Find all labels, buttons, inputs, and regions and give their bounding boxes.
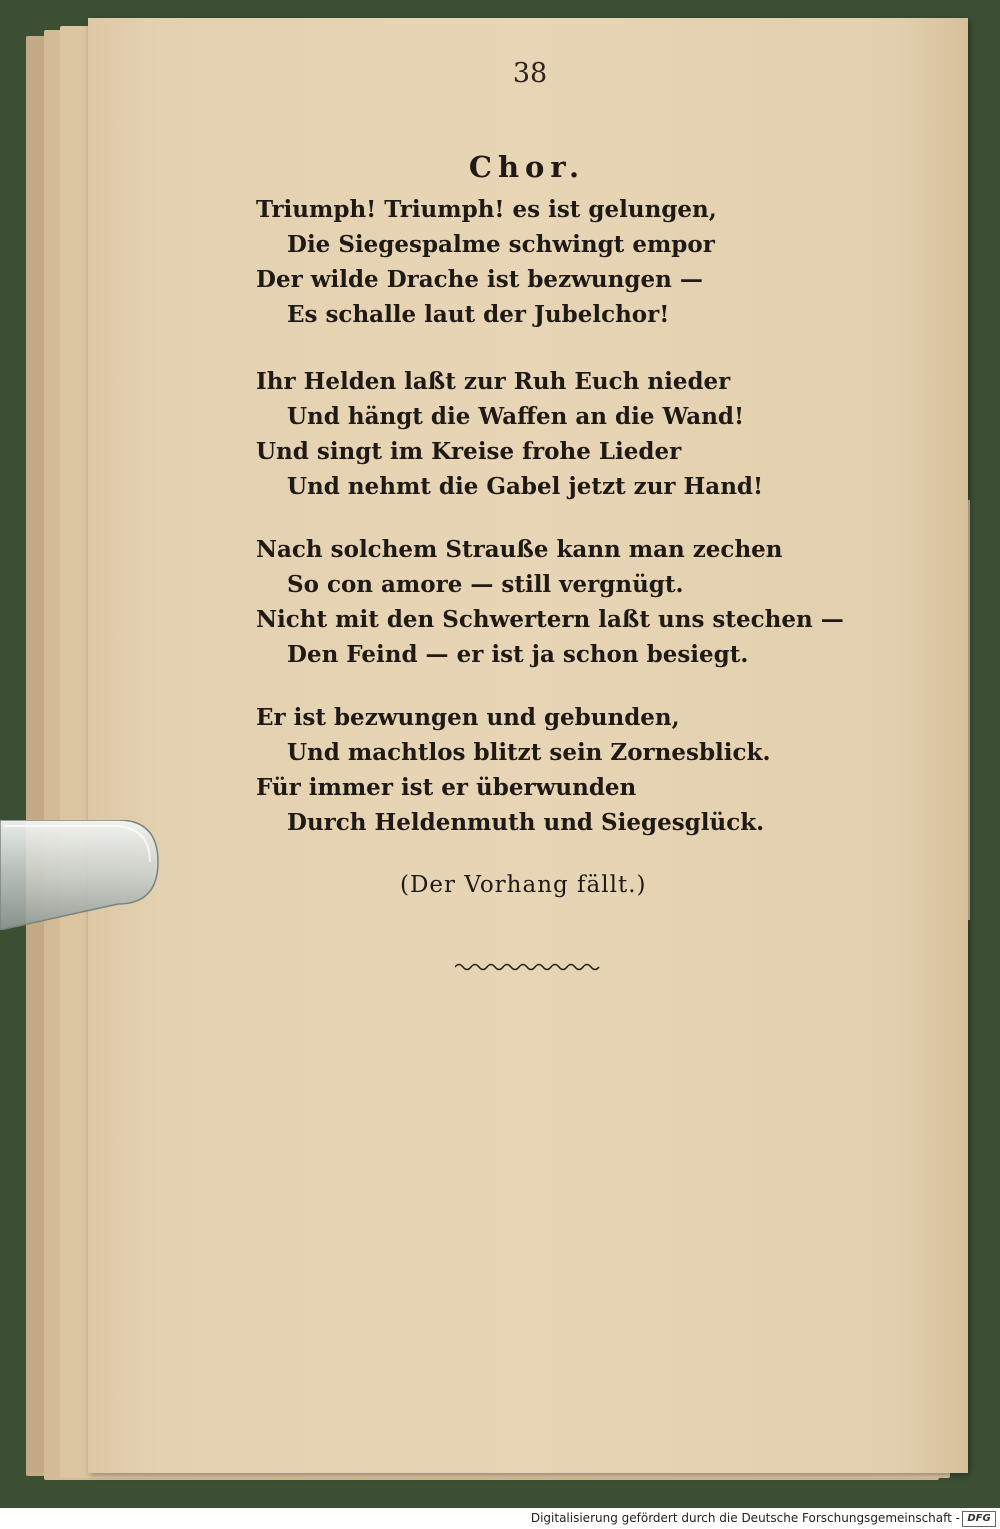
section-heading: Chor. [468, 150, 586, 184]
acrylic-page-clip [0, 820, 160, 930]
verse-line: Und singt im Kreise frohe Lieder [256, 438, 682, 465]
dfg-logo: DFG [962, 1511, 996, 1527]
stanza-2 [256, 364, 763, 504]
verse-line: Durch Heldenmuth und Siegesglück. [287, 809, 765, 836]
verse-line: Und machtlos blitzt sein Zornesblick. [287, 739, 771, 766]
page-number: 38 [512, 58, 548, 89]
verse-line: Die Siegespalme schwingt empor [287, 231, 715, 258]
verse-line: Und hängt die Waffen an die Wand! [287, 403, 745, 430]
stanza-3 [256, 532, 844, 672]
verse-line: Der wilde Drache ist bezwungen — [256, 266, 703, 293]
verse-line: Nicht mit den Schwertern laßt uns stechen — [256, 606, 844, 633]
digitization-footer [0, 1508, 1000, 1529]
verse-line: Nach solchem Strauße kann man zechen [256, 536, 783, 563]
verse-line: Es schalle laut der Jubelchor! [287, 301, 670, 328]
funding-notice: Digitalisierung gefördert durch die Deutsche Forschungsgemeinschaft - [530, 1511, 960, 1525]
verse-line: Ihr Helden laßt zur Ruh Euch nieder [256, 368, 731, 395]
verse-line: Er ist bezwungen und gebunden, [256, 704, 680, 731]
wavy-divider-ornament [455, 960, 601, 974]
stage-direction: (Der Vorhang fällt.) [400, 872, 647, 898]
verse-line: So con amore — still vergnügt. [287, 571, 684, 598]
stanza-4 [256, 700, 770, 840]
verse-line: Triumph! Triumph! es ist gelungen, [256, 196, 717, 223]
verse-line: Und nehmt die Gabel jetzt zur Hand! [287, 473, 764, 500]
verse-line: Den Feind — er ist ja schon besiegt. [287, 641, 749, 668]
stanza-1 [256, 192, 717, 332]
verse-line: Für immer ist er überwunden [256, 774, 637, 801]
